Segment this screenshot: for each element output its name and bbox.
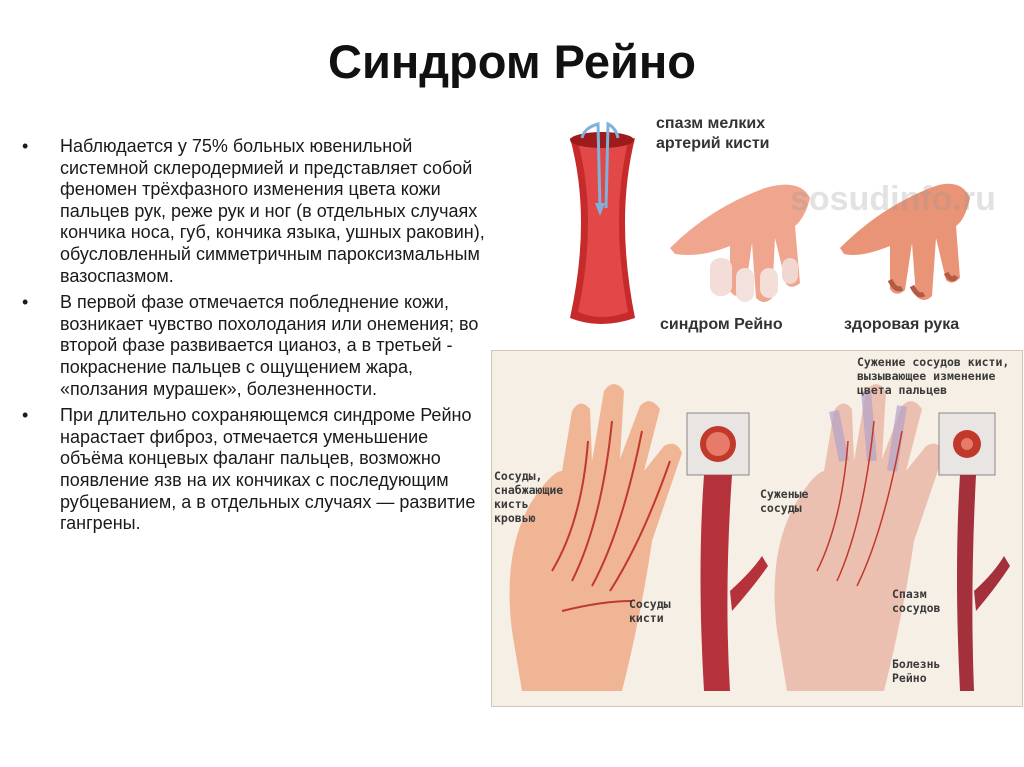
bullet-list [22,136,494,540]
bullet-text: Наблюдается у 75% больных ювенильной системной склеродермией и представляет собой феномен трёхфазного изменения цвета кожи пальцев рук, реже рук и ног (в отдельных случаях кончика носа, губ, кончика языка, ушных раковин), обусловленный симметричным пароксизмальным вазоспазмом. [60,136,485,286]
vessel-comparison-illustration [491,350,1023,707]
spasm-label: спазм мелких артерий кисти [656,115,770,152]
bullet-text: В первой фазе отмечается побледнение кожи, возникает чувство похолодания или онемения; во второй фазе развивается цианоз, а в третьей - покраснение пальцев с ощущением жара, «ползания мурашек», болезненности. [60,292,479,399]
bullet-marker: • [22,136,29,156]
spasm-illustration [560,108,1010,348]
bullet-marker: • [22,292,29,313]
raynaud-label: синдром Рейно [660,316,783,333]
slide-title: Синдром Рейно [328,35,696,88]
spasm-vessels-label: Спазм сосудов [892,587,941,615]
bullet-item [22,405,494,535]
hand-vessels-drawing [492,351,1022,706]
watermark: sosudinfo.ru [790,180,996,218]
bullet-item [22,292,494,400]
finger-vessels-label: Сосуды кисти [629,597,671,625]
bullet-text: При длительно сохраняющемся синдроме Рейно нарастает фиброз, отмечается уменьшение объёма концевых фаланг пальцев, возможно появление язв на их кончиках с последующим рубцеванием, а в отдельных случаях — развитие гангрены. [60,405,476,534]
narrowing-label: Сужение сосудов кисти, вызывающее изменение цвета пальцев [857,355,1010,397]
bullet-marker: • [22,405,29,426]
bullet-item [22,136,494,287]
right-hand-icon [775,384,945,691]
healthy-hand-label: здоровая рука [844,316,960,333]
vessels-supply-label: Сосуды, снабжающие кисть кровью [494,469,564,525]
narrowed-vessels-label: Суженые сосуды [760,487,809,515]
raynaud-disease-label: Болезнь Рейно [892,657,941,685]
left-hand-icon [510,384,683,691]
